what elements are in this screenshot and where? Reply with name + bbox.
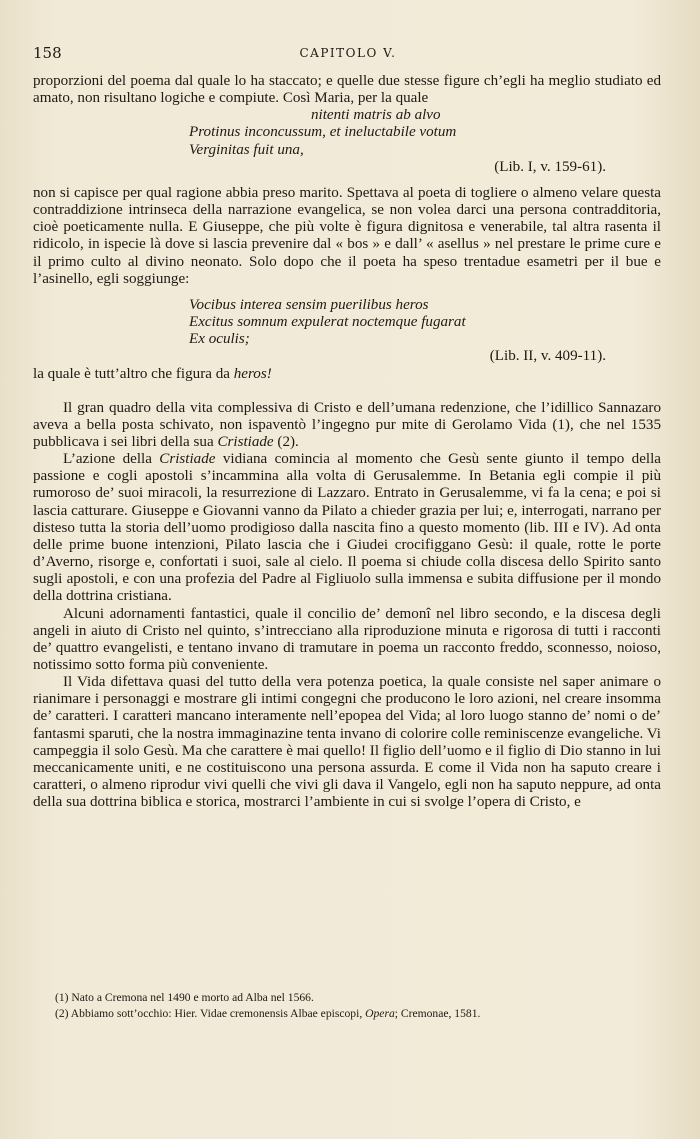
paragraph: Alcuni adornamenti fantastici, quale il concilio de’ demonî nel libro secondo, e la discesa degli angeli in aiuto di Cristo nel quinto, s’intrecciano alla riproduzione minuta e rigorosa di tutti i racconti de’ quattro evangelisti, e tentano invano di tramutare in poema un racconto freddo, sconnesso, noioso, notissimo sotto forma più conveniente. [33, 605, 661, 673]
verse-line: Excitus somnum expulerat noctemque fugarat [189, 314, 466, 331]
footnote: (1) Nato a Cremona nel 1490 e morto ad Alba nel 1566. [55, 991, 314, 1004]
chapter-title: CAPITOLO V. [299, 46, 397, 60]
quotation-block [33, 107, 661, 176]
verse-line: Ex oculis; [189, 331, 250, 348]
main-text [33, 73, 661, 811]
paragraph: la quale è tutt’altro che figura da heros! [33, 365, 272, 382]
quotation-block [33, 297, 661, 366]
page-number: 158 [33, 44, 62, 62]
paragraph: proporzioni del poema dal quale lo ha staccato; e quelle due stesse figure ch’egli ha meglio studiato ed amato, non risultano logiche e compiute. Così Maria, per la quale [33, 73, 661, 107]
footnote: (2) Abbiamo sott’occhio: Hier. Vidae cremonensis Albae episcopi, Opera; Cremonae, 1581. [55, 1007, 481, 1020]
verse-line: Verginitas fuit una, [189, 141, 304, 158]
verse-line: Protinus inconcussum, et ineluctabile votum [189, 124, 457, 141]
verse-reference: (Lib. I, v. 159-61). [494, 158, 606, 175]
verse-reference: (Lib. II, v. 409-11). [489, 348, 606, 365]
paragraph: Il gran quadro della vita complessiva di Cristo e dell’umana redenzione, che l’idillico Sannazaro aveva a bella posta schivato, non ispaventò l’ingegno pur mite di Gerolamo Vida (1), che nel 1535 pubblicava i sei libri della sua Cristiade (2). [33, 399, 661, 450]
verse-line: Vocibus interea sensim puerilibus heros [189, 296, 429, 313]
paragraph: non si capisce per qual ragione abbia preso marito. Spettava al poeta di togliere o almeno velare questa contraddizione intrinseca della narrazione evangelica, se non volea darci una persona contradditoria, cioè poeticamente nulla. E Giuseppe, che più volte è figura dignitosa e venerabile, tal altra rasenta il ridicolo, in ispecie là dove si lascia prevenire dal « bos » e dall’ « asellus » nel prestare le prime cure e il primo culto al divino neonato. Solo dopo che il poeta ha speso trentadue esametri per il bue e l’asinello, egli soggiunge: [33, 184, 661, 287]
footnotes [55, 990, 665, 1022]
paragraph: Il Vida difettava quasi del tutto della vera potenza poetica, la quale consiste nel saper animare o rianimare i personaggi e mostrare gli intimi congegni che producono le loro azioni, nel creare insomma de’ caratteri. I caratteri mancano interamente nell’epopea del Vida; al loro luogo stanno de’ nomi o de’ fantasmi sparuti, che la nostra immaginazine tenta invano di colorire colle reminiscenze evangeliche. Vi campeggia il solo Gesù. Ma che carattere è mai quello! Il figlio dell’uomo e il figlio di Dio stanno in lui meccanicamente uniti, e ne costituiscono una persona assurda. E come il Vida non ha saputo creare i caratteri, o almeno riprodur vivi quelli che vivi gli dava il Vangelo, egli non ha saputo neppure, ad onta della sua dottrina biblica e storica, mostrarci l’ambiente in cui si svolge l’opera di Cristo, e [33, 674, 661, 811]
verse-line: nitenti matris ab alvo [311, 107, 441, 124]
running-header [33, 44, 663, 64]
paragraph: L’azione della Cristiade vidiana comincia al momento che Gesù sente giunto il tempo della passione e cogli apostoli s’incammina alla volta di Gerusalemme. In Betania egli compie il più rumoroso de’ suoi miracoli, la resurrezione di Lazzaro. Entrato in Gerusalemme, vi fa la cena; e poi si lascia catturare. Giuseppe e Giovanni vanno da Pilato a chieder grazia per lui; e, interrogati, narrano per disteso tutta la storia dell’uomo prodigioso dalla nascita fino a questo momento (lib. III e IV). Ad onta delle prime buone intenzioni, Pilato lascia che i Giudei crocifiggano Gesù: il quale, rotte le porte d’Averno, risorge e, confortati i suoi, sale al cielo. Il poema si chiude colla discesa dello Spirito santo sugli apostoli, e con una profezia del Padre al Figliuolo sulla immensa e subita diffusione per il mondo della dottrina cristiana. [33, 451, 661, 605]
